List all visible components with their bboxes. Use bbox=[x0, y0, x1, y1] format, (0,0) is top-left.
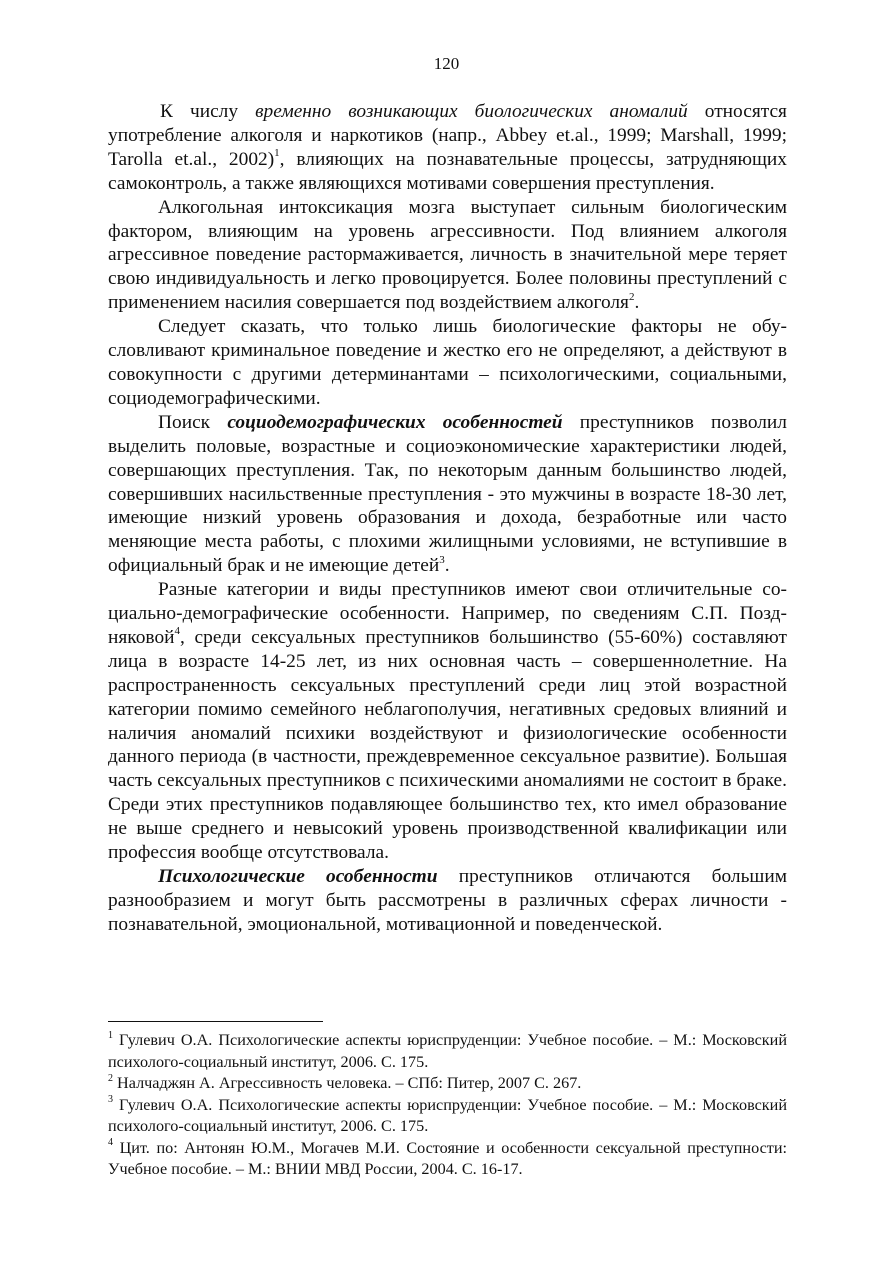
text-run: , влияющих на познавательные процессы, затрудняющих самоконтроль, а также являющихся мотивами совершения преступления. bbox=[108, 148, 787, 194]
paragraph-1 bbox=[108, 100, 787, 196]
footnote-ref-1[interactable]: 1 bbox=[274, 147, 280, 160]
footnote-ref-3[interactable]: 3 bbox=[439, 553, 445, 566]
main-text bbox=[108, 100, 787, 937]
italic-term: временно возникающих биологических аномалий bbox=[255, 101, 688, 122]
footnote-text: Гулевич О.А. Психологические аспекты юриспруденции: Учебное пособие. – М.: Московский психолого-социальный институт, 2006. С. 175. bbox=[108, 1031, 787, 1071]
text-run: Поиск bbox=[158, 411, 228, 433]
text-run: , среди сексуальных преступников большинство (55-60%) составляют лица в возрасте 14-25 лет, из них основная часть – совершеннолетние. На распространенность сексуальных преступлений среди лиц этой возрастной категории помимо семейного неблагополучия, негативных средовых влияний и наличия аномалий психики воздействуют и физиологические особенности данного периода (в частности, преждевременное сексуальное развитие). Большая часть сексуальных преступников с психическими аномалиями не состоит в браке. Среди этих преступников подавляющее большинство тех, кто имел образование не выше среднего и невысокий уровень производственной квалификации или профессия вообще отсутствовала. bbox=[108, 626, 787, 864]
text-run: преступников позволил выделить половые, возрастные и социоэкономические характеристики людей, совершающих преступления. Так, по некоторым данным большинство людей, совершивших насильственные преступления - это мужчины в возрасте 18-30 лет, имеющие низкий уровень образования и дохода, безработные или часто меняющие места работы, с плохими жилищными условиями, не вступившие в официальный брак и не имеющие детей bbox=[108, 411, 787, 577]
paragraph-4 bbox=[108, 411, 787, 578]
footnote-text: Гулевич О.А. Психологические аспекты юриспруденции: Учебное пособие. – М.: Московский психолого-социальный институт, 2006. С. 175. bbox=[108, 1095, 787, 1135]
text-run: . bbox=[444, 555, 450, 577]
footnote-text: Цит. по: Антонян Ю.М., Могачев М.И. Состояние и особенности сексуальной преступности: Учебное пособие. – М.: ВНИИ МВД России, 2004. С. 16-17. bbox=[108, 1138, 787, 1178]
text-run: Разные категории и виды преступников имеют свои отличительные социально-демографические особенности. Например, по сведениям С.П. Поздняковой bbox=[108, 579, 787, 648]
footnote-3 bbox=[108, 1095, 787, 1138]
text-run: Алкогольная интоксикация мозга выступает сильным биологическим фактором, влияющим на уровень агрессивности. Под влиянием алкоголя агрессивное поведение растормаживается, личность в значительной мере теряет свою индивидуальность и легко провоцируется. Более половины преступлений с применением насилия совершается под воздействием алкоголя bbox=[108, 196, 787, 314]
text-run: . bbox=[634, 292, 640, 314]
footnote-ref-4[interactable]: 4 bbox=[174, 625, 181, 638]
paragraph-5 bbox=[108, 578, 787, 865]
footnote-separator bbox=[108, 1021, 323, 1022]
paragraph-2 bbox=[108, 196, 787, 316]
text-run: Следует сказать, что только лишь биологические факторы не обусловливают криминальное поведение и жестко его не определяют, а действуют в совокупности с другими детерминантами – психологическими, социальными, социодемографическими. bbox=[108, 316, 787, 409]
footnote-marker: 1 bbox=[108, 1029, 113, 1041]
bold-italic-term: социодемографических особенностей bbox=[227, 411, 563, 433]
footnote-ref-2[interactable]: 2 bbox=[628, 290, 635, 303]
footnote-4 bbox=[108, 1138, 787, 1181]
text-run: относятся употребление алкоголя и наркотиков (напр., Abbey et.al., 1999; Marshall, 1999; Tarolla et.al., 2002) bbox=[108, 101, 787, 170]
footnote-marker: 3 bbox=[108, 1094, 113, 1106]
paragraph-3 bbox=[108, 315, 787, 411]
footnote-marker: 2 bbox=[108, 1072, 113, 1084]
bold-italic-term: Психологические особенности bbox=[158, 866, 438, 887]
footnote-1 bbox=[108, 1030, 787, 1073]
footnote-2 bbox=[108, 1073, 787, 1095]
footnotes bbox=[108, 1030, 787, 1181]
footnote-text: Налчаджян А. Агрессивность человека. – СПб: Питер, 2007 С. 267. bbox=[113, 1074, 582, 1092]
footnote-marker: 4 bbox=[108, 1137, 113, 1149]
page-number: 120 bbox=[433, 54, 460, 73]
text-run: К числу bbox=[160, 101, 256, 122]
paragraph-6 bbox=[108, 865, 787, 937]
text-run: преступников отличаются большим разнообразием и могут быть рассмотрены в различных сферах личности - познавательной, эмоциональной, мотивационной и поведенческой. bbox=[108, 866, 787, 935]
